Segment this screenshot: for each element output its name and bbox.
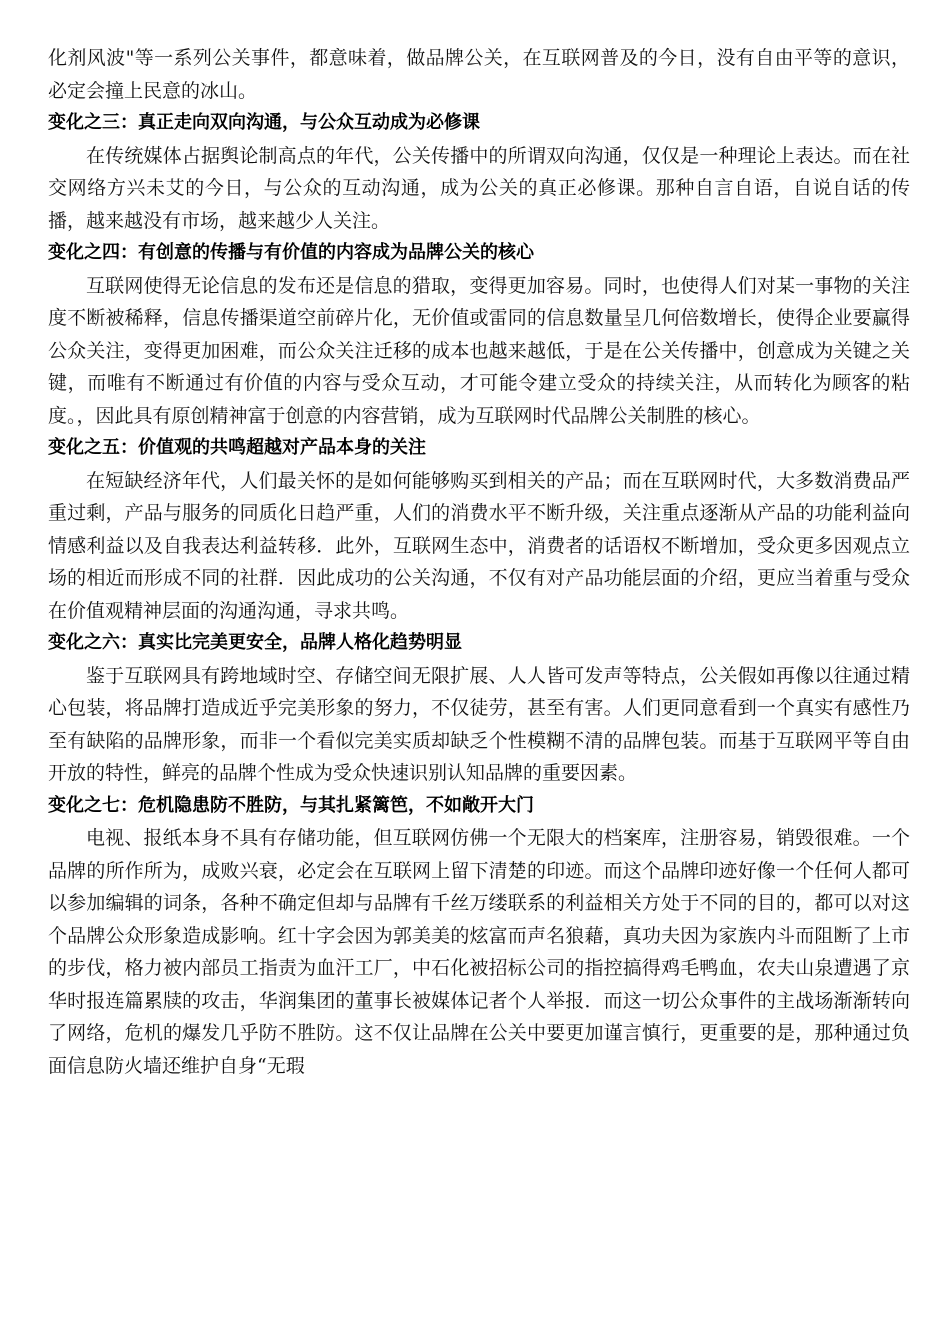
section-change-5 <box>48 432 910 627</box>
section-change-7 <box>48 790 910 1083</box>
section-heading: 变化之五：价值观的共鸣超越对产品本身的关注 <box>48 437 426 458</box>
section-change-4 <box>48 237 910 432</box>
section-body: 互联网使得无论信息的发布还是信息的猎取，变得更加容易。同时，也使得人们对某一事物的关注度不断被稀释，信息传播渠道空前碎片化，无价值或雷同的信息数量呈几何倍数增长，使得企业要赢得公众关注，变得更加困难，而公众关注迁移的成本也越来越低，于是在公关传播中，创意成为关键之关键，而唯有不断通过有价值的内容与受众互动，才可能令建立受众的持续关注，从而转化为顾客的粘度。，因此具有原创精神富于创意的内容营销，成为互联网时代品牌公关制胜的核心。 <box>48 274 910 427</box>
section-body: 在传统媒体占据舆论制高点的年代，公关传播中的所谓双向沟通，仅仅是一种理论上表达。而在社交网络方兴未艾的今日，与公众的互动沟通，成为公关的真正必修课。那种自言自语，自说自话的传播，越来越没有市场，越来越少人关注。 <box>48 144 910 232</box>
section-heading: 变化之六：真实比完美更安全，品牌人格化趋势明显 <box>48 632 462 653</box>
section-heading: 变化之四：有创意的传播与有价值的内容成为品牌公关的核心 <box>48 242 534 263</box>
section-body: 电视、报纸本身不具有存储功能，但互联网仿佛一个无限大的档案库，注册容易，销毁很难。一个品牌的所作所为，成败兴衰，必定会在互联网上留下清楚的印迹。而这个品牌印迹好像一个任何人都可以参加编辑的词条，各种不确定但却与品牌有千丝万缕联系的利益相关方处于不同的目的，都可以对这个品牌公众形象造成影响。红十字会因为郭美美的炫富而声名狼藉，真功夫因为家族内斗而阻断了上市的步伐，格力被内部员工指责为血汗工厂，中石化被招标公司的指控搞得鸡毛鸭血，农夫山泉遭遇了京华时报连篇累牍的攻击，华润集团的董事长被媒体记者个人举报．而这一切公众事件的主战场渐渐转向了网络，危机的爆发几乎防不胜防。这不仅让品牌在公关中要更加谨言慎行，更重要的是，那种通过负面信息防火墙还维护自身“无瑕 <box>48 827 910 1077</box>
section-change-3 <box>48 107 910 237</box>
section-body: 鉴于互联网具有跨地域时空、存储空间无限扩展、人人皆可发声等特点，公关假如再像以往通过精心包装，将品牌打造成近乎完美形象的努力，不仅徒劳，甚至有害。人们更同意看到一个真实有感性乃至有缺陷的品牌形象，而非一个看似完美实质却缺乏个性模糊不清的品牌包装。而基于互联网平等自由开放的特性，鲜亮的品牌个性成为受众快速识别认知品牌的重要因素。 <box>48 664 910 784</box>
section-body: 在短缺经济年代，人们最关怀的是如何能够购买到相关的产品；而在互联网时代，大多数消费品严重过剩，产品与服务的同质化日趋严重，人们的消费水平不断升级，关注重点逐渐从产品的功能利益向情感利益以及自我表达利益转移．此外，互联网生态中，消费者的话语权不断增加，受众更多因观点立场的相近而形成不同的社群．因此成功的公关沟通，不仅有对产品功能层面的介绍，更应当着重与受众在价值观精神层面的沟通沟通，寻求共鸣。 <box>48 469 910 622</box>
section-heading: 变化之三：真正走向双向沟通，与公众互动成为必修课 <box>48 112 480 133</box>
document-page <box>48 42 910 1082</box>
section-change-6 <box>48 627 910 790</box>
section-heading: 变化之七：危机隐患防不胜防，与其扎紧篱笆，不如敞开大门 <box>48 794 534 816</box>
continuation-paragraph: 化剂风波"等一系列公关事件，都意味着，做品牌公关，在互联网普及的今日，没有自由平等的意识，必定会撞上民意的冰山。 <box>48 47 910 102</box>
